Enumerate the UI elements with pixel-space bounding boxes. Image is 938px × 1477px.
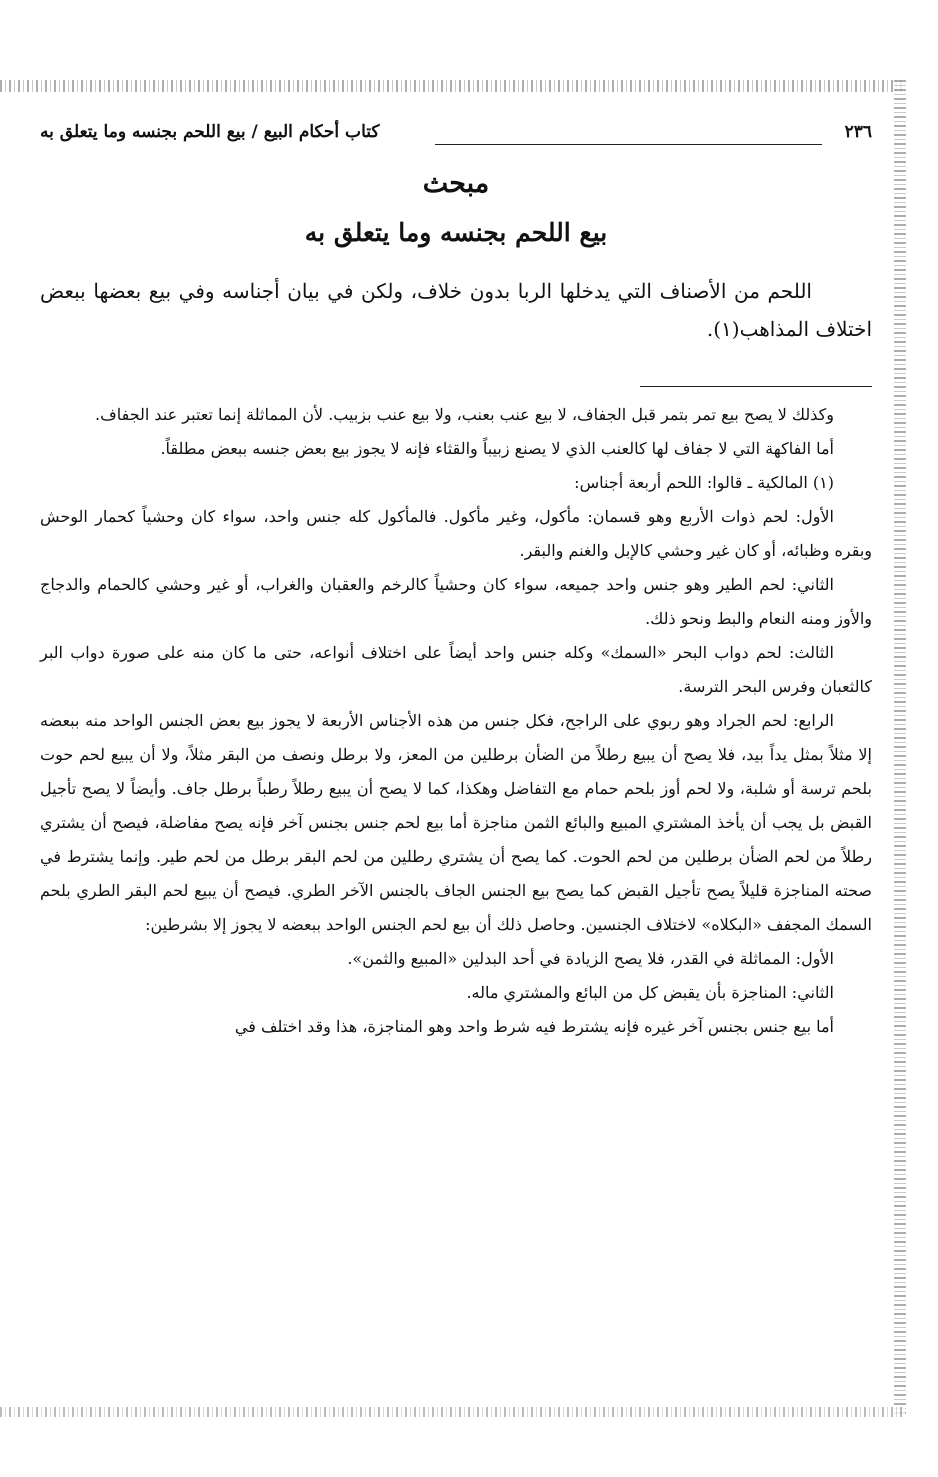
footnote-paragraph: الرابع: لحم الجراد وهو ربوي على الراجح، فكل جنس من هذه الأجناس الأربعة لا يجوز بيع بعض الجنس الواحد منه ببعضه إلا مثلاً بمثل يداً بيد، فلا يصح أن يبيع رطلاً من الضأن برطلين من المعز، ولا برطل ونصف من البقر مثلاً، ولا أن يبيع لحم حوت بلحم ترسة أو شلبة، ولا لحم أوز بلحم حمام مع التفاضل وهكذا، كما لا يصح أن يبيع رطلاً رطباً برطل جاف. وأيضاً لا يصح تأجيل القبض بل يجب أن يأخذ المشتري المبيع والبائع الثمن مناجزة أما بيع لحم جنس بجنس آخر فإنه يصح مفاضلة، فيصح أن يشتري رطلاً من لحم الضأن برطلين من لحم الحوت. كما يصح أن يشتري رطلين من لحم البقر برطل من لحم طير. وإنما يشترط في صحته المناجزة قليلاً يصح تأجيل القبض كما يصح بيع الجنس الجاف بالجنس الآخر الطري. فيصح أن يبيع لحم البقر الطري بلحم السمك المجفف «البكلاه» لاختلاف الجنسين. وحاصل ذلك أن بيع لحم الجنس الواحد ببعضه لا يجوز إلا بشرطين: <box>40 711 873 934</box>
footnote-paragraph: الثالث: لحم دواب البحر «السمك» وكله جنس واحد أيضاً على اختلاف أنواعه، حتى ما كان منه على صورة دواب البر كالثعبان وفرس البحر الترسة. <box>40 643 872 696</box>
book-page <box>40 110 872 1400</box>
section-subheading: بيع اللحم بجنسه وما يتعلق به <box>304 218 608 247</box>
section-heading: مبحث <box>422 168 490 199</box>
ornamental-border-bottom <box>0 1407 905 1417</box>
footnote-paragraph: (١) المالكية ـ قالوا: اللحم أربعة أجناس: <box>574 473 834 492</box>
footnotes <box>40 398 872 1044</box>
main-paragraph: اللحم من الأصناف التي يدخلها الربا بدون خلاف، ولكن في بيان أجناسه وفي بيع بعضها ببعض اختلاف المذاهب(١). <box>40 279 872 341</box>
running-header <box>40 122 872 150</box>
running-title: كتاب أحكام البيع / بيع اللحم بجنسه وما يتعلق به <box>40 122 380 142</box>
footnote-paragraph: وكذلك لا يصح بيع تمر بتمر قبل الجفاف، لا بيع عنب بعنب، ولا بيع عنب بزبيب. لأن المماثلة إنما تعتبر عند الجفاف. <box>95 405 834 424</box>
page-number: ٢٣٦ <box>844 122 872 142</box>
footnote-paragraph: الأول: المماثلة في القدر، فلا يصح الزيادة في أحد البدلين «المبيع والثمن». <box>347 949 834 968</box>
header-rule <box>435 144 822 145</box>
footnote-separator <box>640 386 872 387</box>
footnote-paragraph: أما الفاكهة التي لا جفاف لها كالعنب الذي لا يصنع زبيباً والقثاء فإنه لا يجوز بيع بعض جنسه ببعض مطلقاً. <box>160 439 834 458</box>
ornamental-border-top <box>0 80 905 92</box>
ornamental-border-right <box>894 80 906 1417</box>
footnote-paragraph: الثاني: لحم الطير وهو جنس واحد جميعه، سواء كان وحشياً كالرخم والعقبان والغراب، أو غير وحشي كالحمام والدجاج والأوز ومنه النعام والبط ونحو ذلك. <box>40 575 872 628</box>
footnote-paragraph: أما بيع جنس بجنس آخر غيره فإنه يشترط فيه شرط واحد وهو المناجزة، هذا وقد اختلف في <box>234 1017 834 1036</box>
footnote-paragraph: الأول: لحم ذوات الأربع وهو قسمان: مأكول، وغير مأكول. فالمأكول كله جنس واحد، سواء كان وحشياً كحمار الوحش وبقره وظبائه، أو كان غير وحشي كالإبل والغنم والبقر. <box>40 507 872 560</box>
footnote-paragraph: الثاني: المناجزة بأن يقبض كل من البائع والمشتري ماله. <box>466 983 834 1002</box>
